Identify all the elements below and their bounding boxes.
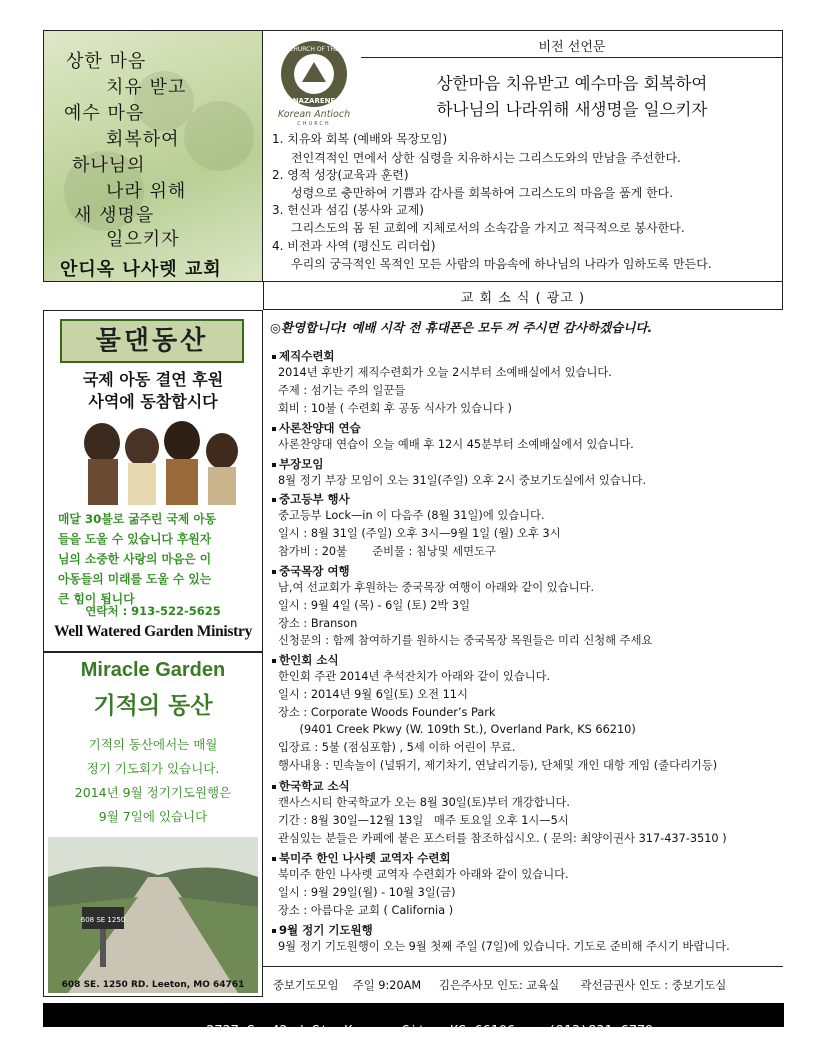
bullet-icon [272,427,276,431]
news-line: 일시 : 9월 4일 (목) - 6일 (토) 2박 3일 [278,598,470,612]
news-section [272,922,730,956]
news-line: 기간 : 8월 30일—12월 13일 매주 토요일 오후 1시—5시 [278,813,569,827]
news-section-title: 북미주 한인 나사렛 교역자 수련회 [279,851,451,865]
prayer-meeting-text: 중보기도모임 주일 9:20AM 김은주사모 인도: 교육실 곽선금권사 인도 : 중보기도실 [273,979,727,992]
news-line: 행사내용 : 민속놀이 (널뛰기, 제기차기, 연날리기등), 단체및 개인 대항 게임 (줄다리기등) [278,758,718,772]
news-line: 일시 : 9월 29일(월) - 10월 3일(금) [278,885,456,899]
news-section [272,778,727,847]
ad1-body-line: 큰 힘이 됩니다 [58,592,135,606]
news-line: 사론찬양대 연습이 오늘 예배 후 12시 45분부터 소예배실에서 있습니다. [278,438,634,451]
poem-line: 새 생명을 [74,205,155,226]
poem-line: 회복하여 [106,129,180,150]
poem-line: 예수 마음 [64,103,145,124]
news-section-title: 한국학교 소식 [279,779,350,793]
ad2-body-line: 2014년 9월 정기기도원행은 [74,785,232,800]
ad1-title: 물댄동산 [60,319,244,363]
ad-water-garden [43,310,263,652]
vision-statement-2: 하나님의 나라위해 새생명을 일으키자 [436,100,708,119]
news-line: 중고등부 Lock—in 이 다음주 (8월 31일)에 있습니다. [278,509,545,522]
news-section [272,420,634,454]
logo-name: Korean Antioch [277,109,351,120]
church-name: 안디옥 나사렛 교회 [60,259,222,280]
vision-statement-1: 상한마음 치유받고 예수마음 회복하여 [436,74,708,93]
ad1-headline-2: 사역에 동참합시다 [88,392,218,411]
news-section-title: 사론찬양대 연습 [279,421,361,435]
bullet-icon [272,463,276,467]
country-road-photo [48,837,258,993]
vision-item-head: 1. 치유와 회복 (예배와 목장모임) [272,132,448,146]
news-header [263,282,783,310]
ad2-title-ko: 기적의 동산 [93,693,213,719]
news-line: 2014년 후반기 제직수련회가 오늘 2시부터 소예배실에서 있습니다. [278,366,612,379]
news-section-title: 한인회 소식 [279,653,339,667]
children-praying-image [62,413,246,505]
news-line: 장소 : Corporate Woods Founder’s Park [278,705,496,719]
news-line: 장소 : 아름다운 교회 ( California ) [278,903,454,917]
bullet-icon [272,355,276,359]
ad1-contact: 연락처 : 913-522-5625 [85,604,221,618]
poem-line: 하나님의 [72,155,146,176]
welcome-message: ◎환영합니다! 예배 시작 전 휴대폰은 모두 꺼 주시면 감사하겠습니다. [270,320,653,335]
vision-item-body: 그리스도의 몸 된 교회에 지체로서의 소속감을 가지고 적극적으로 봉사한다. [291,221,685,235]
ad1-body-line: 매달 30불로 굶주린 국제 아동 [58,512,217,526]
vision-item-head: 2. 영적 성장(교육과 훈련) [272,168,409,182]
vision-item-head: 3. 헌신과 섬김 (봉사와 교제) [272,203,424,217]
news-section [272,652,717,775]
news-line: (9401 Creek Pkwy (W. 109th St.), Overland Park, KS 66210) [278,723,636,737]
church-phone: ☎(913)831-6779 [539,1023,654,1039]
news-line: 회비 : 10불 ( 수련회 후 공동 식사가 있습니다 ) [278,401,512,415]
news-section-title: 중고등부 행사 [279,492,350,506]
news-line: 장소 : Branson [278,616,358,630]
bullet-icon [272,857,276,861]
bullet-icon [272,498,276,502]
news-section-title: 9월 정기 기도원행 [279,923,373,937]
vision-title-bar [361,30,783,58]
poem-line: 치유 받고 [106,77,187,98]
news-section [272,491,561,560]
poem-line: 상한 마음 [66,51,147,72]
vision-title: 비전 선언문 [538,40,606,55]
grape-decoration [184,101,254,171]
news-line: 신청문의 : 함께 참여하기를 원하시는 중국목장 목원들은 미리 신청해 주세요 [278,634,653,648]
news-section [272,348,612,417]
news-line: 캔사스시티 한국학교가 오는 8월 30일(토)부터 개강합니다. [278,796,571,809]
news-header-title: 교 회 소 식 ( 광고 ) [460,291,586,306]
bullet-icon [272,659,276,663]
news-section-title: 중국목장 여행 [279,564,350,578]
ad2-address: 608 SE. 1250 RD. Leeton, MO 64761 [61,980,245,990]
news-section [272,563,652,650]
ad2-body-line: 정기 기도회가 있습니다. [86,761,220,776]
news-line: 일시 : 2014년 9월 6일(토) 오전 11시 [278,687,468,701]
vision-item-body: 전인격적인 면에서 상한 심령을 치유하시는 그리스도와의 만남을 주선한다. [291,151,681,165]
ad2-title-en: Miracle Garden [80,659,226,681]
bullet-icon [272,570,276,574]
ad1-headline-1: 국제 아동 결연 후원 [82,370,224,389]
news-line: 9월 정기 기도원행이 오는 9월 첫째 주일 (7일)에 있습니다. 기도로 준비해 주시기 바랍니다. [278,940,730,953]
ad-miracle-garden [43,652,263,997]
news-line: 북미주 한인 나사렛 교역자 수련회가 아래와 같이 있습니다. [278,868,569,881]
ad1-body-line: 님의 소중한 사랑의 마음은 이 [58,552,212,566]
vision-item-body: 우리의 궁극적인 목적인 모든 사람의 마음속에 하나님의 나라가 임하도록 만든다. [291,257,712,271]
news-line: 8월 정기 부장 모임이 오는 31일(주일) 오후 2시 중보기도실에서 있습니다. [278,474,647,487]
news-section-title: 부장모임 [279,457,324,471]
address-bar [43,1003,784,1039]
news-section-title: 제직수련회 [279,349,335,363]
poem-line: 일으키자 [106,229,180,250]
church-logo [272,38,356,126]
vision-item-body: 성령으로 충만하여 기쁨과 감사를 회복하여 그리스도의 마음을 품게 한다. [291,186,674,200]
news-section [272,850,569,919]
logo-ring-bottom: NAZARENE [292,97,336,105]
vision-item-head: 4. 비전과 사역 (평신도 리더쉽) [272,239,436,253]
news-line: 주제 : 섬기는 주의 일꾼들 [278,383,406,397]
prayer-meeting-footer [263,966,783,997]
news-line: 한인회 주관 2014년 추석잔치가 아래와 같이 있습니다. [278,670,551,683]
news-section [272,456,646,490]
bullet-icon [272,785,276,789]
ad2-body-line: 기적의 동산에서는 매월 [88,737,218,752]
news-line: 일시 : 8월 31일 (주일) 오후 3시—9월 1일 (월) 오후 3시 [278,526,561,540]
news-line: 참가비 : 20불 준비물 : 침낭및 세면도구 [278,544,496,558]
news-line: 입장료 : 5불 (점심포함) , 5세 이하 어린이 무료. [278,741,516,755]
mailbox-number: 608 SE 1250 [80,916,126,924]
ad2-body-line: 9월 7일에 있습니다 [98,809,208,824]
church-address: 2737 S. 42nd St. Kansas City, KS 66106 [206,1023,516,1039]
news-line: 관심있는 분들은 카페에 붙은 포스터를 참조하십시오. ( 문의: 최양이권사 317-437-3510 ) [278,831,727,845]
bullet-icon [272,929,276,933]
poem-box [43,30,263,282]
logo-ring-top: CHURCH OF THE [289,46,339,53]
poem-line: 나라 위해 [106,181,187,202]
ad1-ministry: Well Watered Garden Ministry [53,623,253,640]
ad1-body-line: 아동들의 미래를 도울 수 있는 [58,572,212,586]
logo-sub: CHURCH [297,121,331,126]
ad1-body-line: 들을 도울 수 있습니다 후원자 [58,532,212,546]
news-line: 남,여 선교회가 후원하는 중국목장 여행이 아래와 같이 있습니다. [278,581,595,594]
